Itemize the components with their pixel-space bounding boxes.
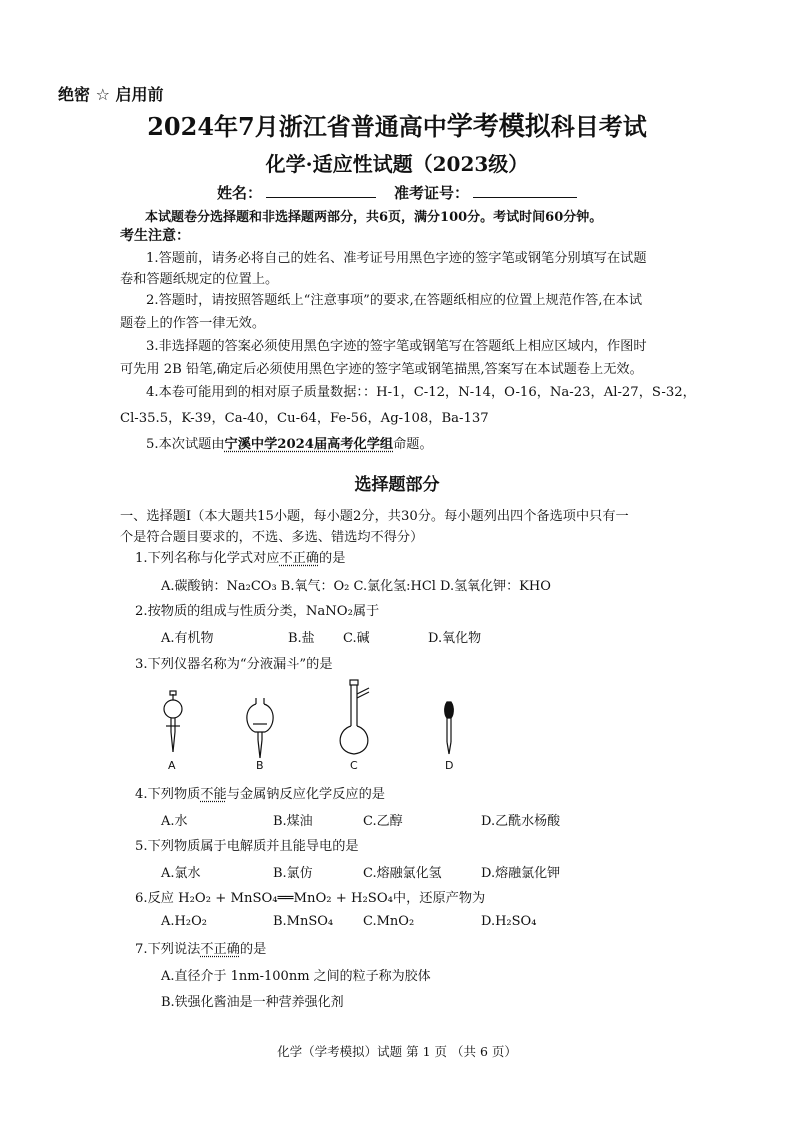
notice-line-5b: 宁溪中学2024届高考化学组 (224, 437, 394, 452)
id-blank (473, 183, 577, 198)
q4-option-a: A.水 (161, 814, 188, 829)
q4-stem-c: 与金属钠反应化学反应的是 (226, 787, 385, 802)
notice-heading: 考生注意： (120, 228, 190, 244)
figure-label-b: B (256, 759, 264, 772)
section-intro: 个是符合题目要求的，不选、多选、错选均不得分） (120, 530, 424, 545)
section-intro: 一、选择题Ⅰ（本大题共15小题，每小题2分，共30分。每小题列出四个备选项中只有一 (120, 509, 629, 524)
q7-stem-a: 7.下列说法 (135, 942, 201, 957)
q4-stem-a: 4.下列物质 (135, 787, 201, 802)
figure-label-c: C (350, 759, 358, 772)
separatory-funnel-icon (164, 691, 182, 752)
notice-line: 题卷上的作答一律无效。 (120, 316, 266, 331)
exam-title (0, 106, 794, 143)
question-2-stem: 2.按物质的组成与性质分类，NaNO₂属于 (135, 604, 380, 619)
notice-line: 4.本卷可能用到的相对原子质量数据：：H-1，C-12，N-14，O-16，Na-23，Al-27，S-32， (146, 385, 696, 400)
q6-option-c: C.MnO₂ (363, 914, 415, 929)
dropper-icon (445, 702, 454, 754)
notice-line-5c: 命题。 (393, 437, 433, 452)
q2-option-a: A.有机物 (161, 631, 214, 646)
q5-option-b: B.氯仿 (273, 866, 313, 881)
q2-option-d: D.氧化物 (428, 631, 482, 646)
distilling-flask-icon (340, 680, 369, 754)
notice-line: 1.答题前，请务必将自己的姓名、准考证号用黑色字迹的签字笔或钢笔分别填写在试题 (146, 251, 647, 266)
notice-line: 3.非选择题的答案必须使用黑色字迹的签字笔或钢笔写在答题纸上相应区域内，作图时 (146, 339, 647, 354)
q6-option-a: A.H₂O₂ (161, 914, 207, 929)
q2-option-c: C.碱 (343, 631, 370, 646)
q2-option-b: B.盐 (288, 631, 315, 646)
q5-option-a: A.氯水 (161, 866, 201, 881)
notice-line-5a: 5.本次试题由 (146, 437, 225, 452)
confidential-mark: 绝密 ☆ 启用前 (58, 85, 164, 104)
apparatus-figures (155, 678, 475, 768)
title-part-3: 科目考试 (550, 112, 647, 141)
candidate-info-row (0, 182, 794, 203)
q7-option-a: A.直径介于 1nm-100nm 之间的粒子称为胶体 (161, 969, 431, 984)
q6-option-b: B.MnSO₄ (273, 914, 334, 929)
notice-line: 2.答题时，请按照答题纸上“注意事项”的要求,在答题纸相应的位置上规范作答,在本试 (146, 293, 643, 308)
q6-option-d: D.H₂SO₄ (481, 914, 537, 929)
question-7-stem (135, 938, 266, 957)
q4-stem-emph: 不能 (200, 787, 227, 802)
q5-option-c: C.熔融氯化氢 (363, 866, 442, 881)
q4-option-c: C.乙醇 (363, 814, 403, 829)
bulb-funnel-icon (247, 698, 273, 758)
q1-stem-c: 的是 (319, 551, 346, 566)
q7-option-b: B.铁强化酱油是一种营养强化剂 (161, 995, 344, 1010)
notice-line: Cl-35.5，K-39，Ca-40，Cu-64，Fe-56，Ag-108，Ba-137 (120, 411, 489, 426)
q5-option-d: D.熔融氯化钾 (481, 866, 561, 881)
figure-label-d: D (445, 759, 454, 772)
question-5-stem: 5.下列物质属于电解质并且能导电的是 (135, 839, 359, 854)
q7-stem-emph: 不正确 (200, 942, 240, 957)
question-3-stem: 3.下列仪器名称为“分液漏斗”的是 (135, 657, 333, 672)
page-footer: 化学（学考模拟）试题 第 1 页 （共 6 页） (277, 1044, 517, 1059)
notice-line (146, 433, 433, 452)
q1-stem-a: 1.下列名称与化学式对应 (135, 551, 280, 566)
title-part-2: 学考模拟 (446, 112, 551, 142)
name-blank (266, 183, 376, 198)
id-label: 准考证号： (394, 184, 470, 202)
notice-line: 卷和答题纸规定的位置上。 (120, 272, 279, 287)
figure-label-a: A (168, 759, 176, 772)
q4-option-b: B.煤油 (273, 814, 313, 829)
question-4-stem (135, 783, 385, 802)
q1-stem-emph: 不正确 (279, 551, 320, 566)
question-1-options: A.碳酸钠：Na₂CO₃ B.氧气：O₂ C.氯化氢:HCl D.氢氧化钾：KHO (161, 579, 551, 594)
name-label: 姓名： (216, 184, 262, 202)
question-1-stem (135, 547, 345, 566)
q7-stem-c: 的是 (239, 942, 267, 957)
q4-option-d: D.乙酰水杨酸 (481, 814, 561, 829)
notice-line: 可先用 2B 铅笔,确定后必须使用黑色字迹的签字笔或钢笔描黑,答案写在本试题卷上无效。 (120, 362, 643, 377)
section-heading: 选择题部分 (354, 475, 440, 495)
title-part-1: 2024年7月浙江省普通高中 (147, 112, 447, 141)
exam-info: 本试题卷分选择题和非选择题两部分，共6页，满分100分。考试时间60分钟。 (145, 210, 603, 225)
question-6-stem: 6.反应 H₂O₂ + MnSO₄══MnO₂ + H₂SO₄中，还原产物为 (135, 891, 486, 906)
exam-subtitle: 化学·适应性试题（2023级） (265, 152, 529, 176)
